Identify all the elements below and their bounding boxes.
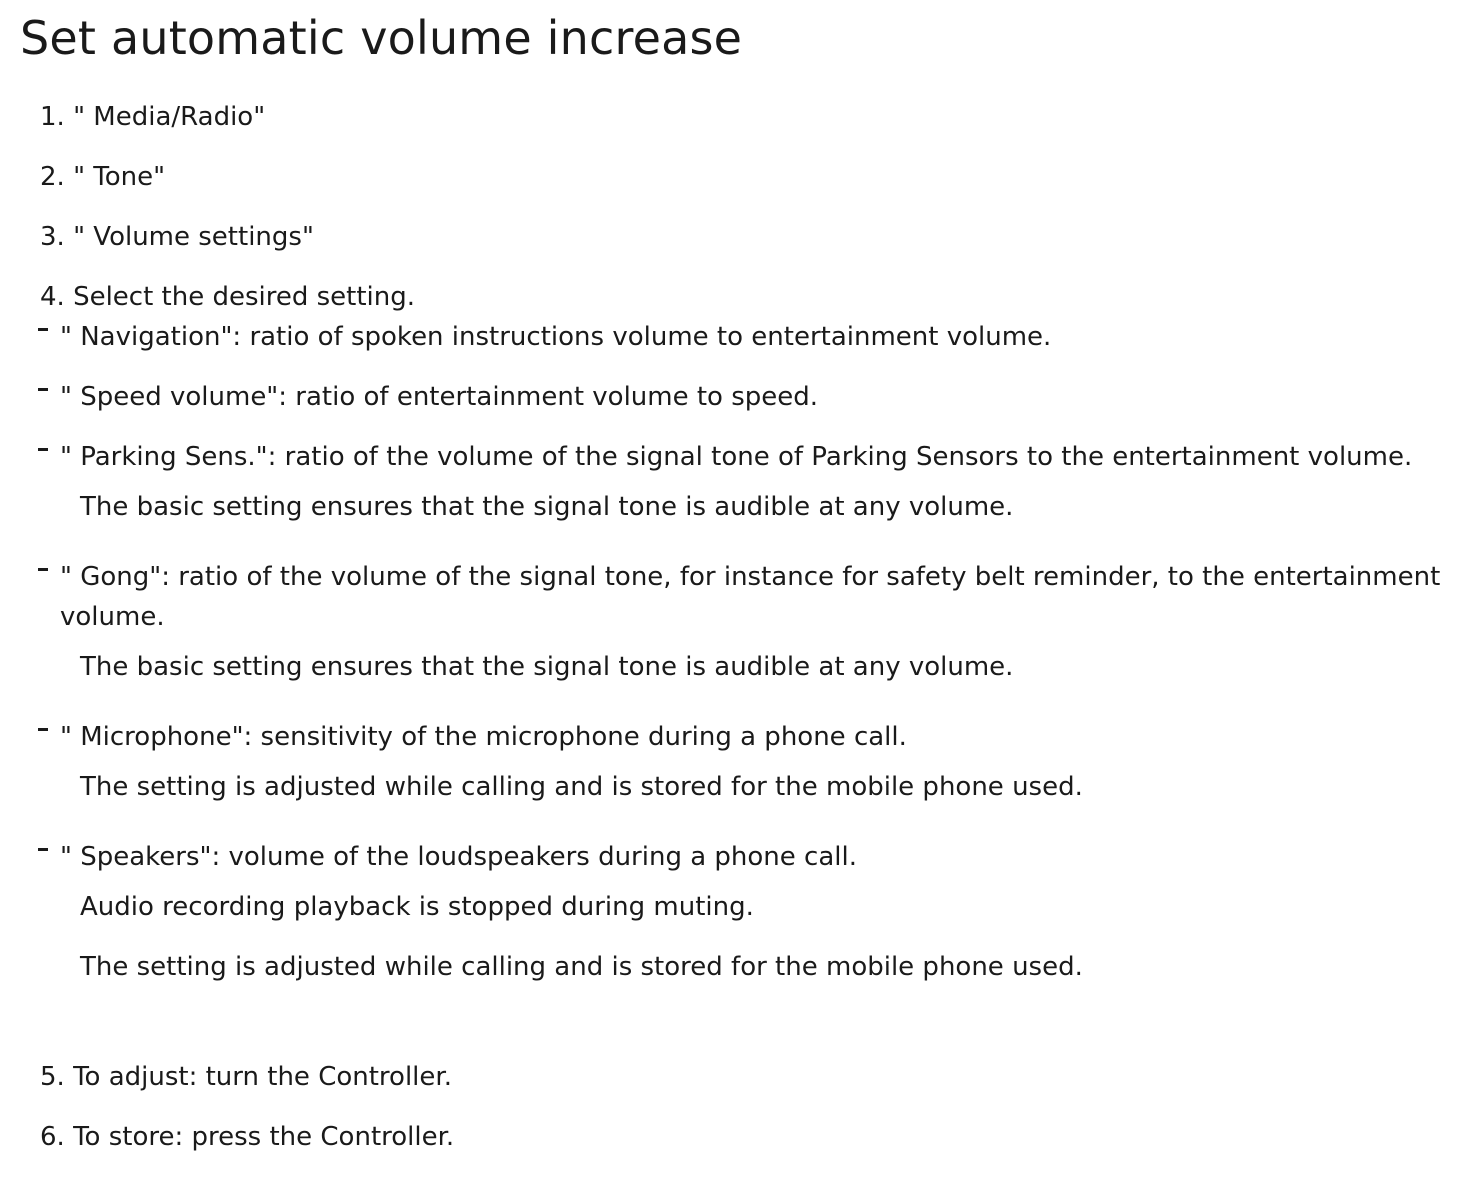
step-5: 5. To adjust: turn the Controller.	[40, 1062, 452, 1092]
option-text: " Navigation": ratio of spoken instructions volume to entertainment volume.	[60, 322, 1052, 352]
option-speakers	[38, 837, 857, 877]
option-note: The basic setting ensures that the signal tone is audible at any volume.	[80, 492, 1014, 522]
dash-bullet-icon	[38, 568, 48, 571]
step-3: 3. " Volume settings"	[40, 222, 314, 252]
option-note: Audio recording playback is stopped during muting.	[80, 892, 754, 922]
step-4: 4. Select the desired setting.	[40, 282, 416, 312]
page-title: Set automatic volume increase	[20, 11, 743, 65]
option-parking-sens	[38, 437, 1412, 477]
option-text-continuation: volume.	[60, 602, 165, 632]
option-text: " Gong": ratio of the volume of the signal tone, for instance for safety belt reminder, to the entertainment	[60, 562, 1441, 592]
dash-bullet-icon	[38, 728, 48, 731]
option-navigation	[38, 317, 1051, 357]
step-1: 1. " Media/Radio"	[40, 102, 266, 132]
option-text: " Parking Sens.": ratio of the volume of the signal tone of Parking Sensors to the entertainment volume.	[60, 442, 1413, 472]
step-2: 2. " Tone"	[40, 162, 166, 192]
option-text: " Speakers": volume of the loudspeakers during a phone call.	[60, 842, 857, 872]
dash-bullet-icon	[38, 848, 48, 851]
option-note: The setting is adjusted while calling and is stored for the mobile phone used.	[80, 952, 1083, 982]
option-gong	[38, 557, 1440, 597]
option-text: " Microphone": sensitivity of the microphone during a phone call.	[60, 722, 907, 752]
option-note: The basic setting ensures that the signal tone is audible at any volume.	[80, 652, 1014, 682]
option-speed-volume	[38, 377, 818, 417]
dash-bullet-icon	[38, 328, 48, 331]
option-microphone	[38, 717, 907, 757]
dash-bullet-icon	[38, 448, 48, 451]
step-6: 6. To store: press the Controller.	[40, 1122, 455, 1152]
dash-bullet-icon	[38, 388, 48, 391]
option-text: " Speed volume": ratio of entertainment volume to speed.	[60, 382, 819, 412]
option-note: The setting is adjusted while calling and is stored for the mobile phone used.	[80, 772, 1083, 802]
